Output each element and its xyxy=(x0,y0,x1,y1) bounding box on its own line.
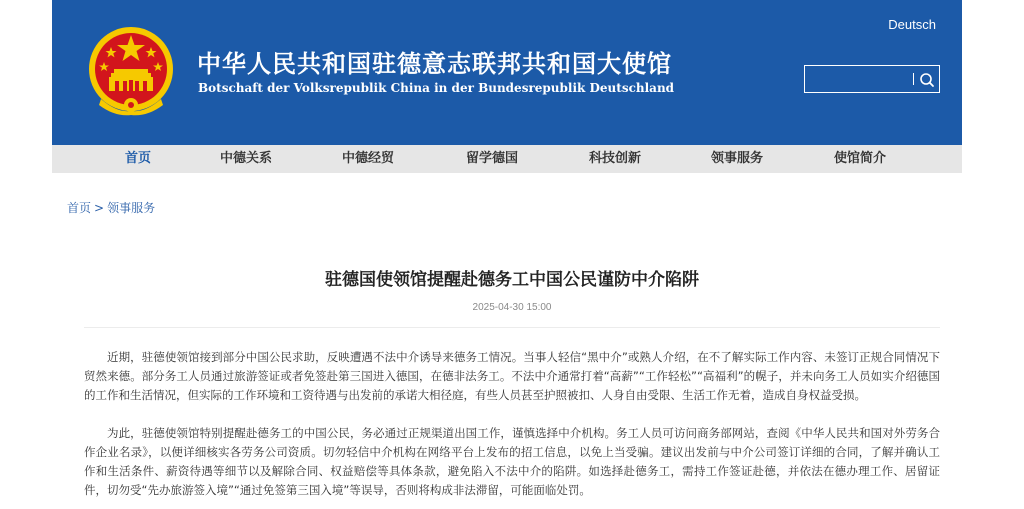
main-nav xyxy=(52,145,962,173)
article-paragraph: 近期，驻德使领馆接到部分中国公民求助，反映遭遇不法中介诱导来德务工情况。当事人轻信“黑中介”或熟人介绍，在不了解实际工作内容、未签订正规合同情况下贸然来德。部分务工人员通过旅游签证或者免签赴第三国进入德国，在德非法务工。不法中介通常打着“高薪”“工作轻松”“高福利”的幌子，并未向务工人员如实介绍德国的工作和生活情况，但实际的工作环境和工资待遇与出发前的承诺大相径庭，有些人员甚至护照被扣、人身自由受限、生活工作无着，造成自身权益受损。 xyxy=(84,350,940,402)
nav-item-home[interactable]: 首页 xyxy=(125,151,152,166)
breadcrumb-separator: > xyxy=(94,201,105,215)
site-title-cn: 中华人民共和国驻德意志联邦共和国大使馆 xyxy=(197,50,672,78)
nav-item-science-innovation[interactable]: 科技创新 xyxy=(589,151,642,166)
site-title-de: Botschaft der Volksrepublik China in der Bundesrepublik Deutschland xyxy=(198,81,675,95)
nav-item-embassy-intro[interactable]: 使馆简介 xyxy=(834,151,887,166)
nav-item-sino-german-relations[interactable]: 中德关系 xyxy=(220,151,273,166)
title-divider xyxy=(84,327,940,328)
search-icon[interactable] xyxy=(918,71,936,89)
breadcrumb-current-link[interactable]: 领事服务 xyxy=(107,201,156,215)
search-divider xyxy=(913,73,914,85)
article-paragraph: 为此，驻德使领馆特别提醒赴德务工的中国公民，务必通过正规渠道出国工作，谨慎选择中介机构。务工人员可访问商务部网站，查阅《中华人民共和国对外劳务合作企业名录》，以便详细核实各劳务公司资质。切勿轻信中介机构在网络平台上发布的招工信息，以免上当受骗。建议出发前与中介公司签订详细的合同，了解并确认工作和生活条件、薪资待遇等细节以及解除合同、权益赔偿等具体条款，避免陷入不法中介的陷阱。如选择赴德务工，需持工作签证赴德，并依法在德办理工作、居留证件，切勿受“先办旅游签入境”“通过免签第三国入境”等误导，否则将构成非法滞留，可能面临处罚。 xyxy=(84,426,940,497)
breadcrumb xyxy=(67,199,155,216)
search-input[interactable] xyxy=(805,66,913,92)
nav-item-economy-trade[interactable]: 中德经贸 xyxy=(342,151,395,166)
site-header xyxy=(52,0,962,145)
breadcrumb-home-link[interactable]: 首页 xyxy=(67,201,92,215)
nav-item-study-in-germany[interactable]: 留学德国 xyxy=(466,151,519,166)
search-box xyxy=(804,65,940,93)
article-title: 驻德国使领馆提醒赴德务工中国公民谨防中介陷阱 xyxy=(325,270,699,290)
article-date: 2025-04-30 15:00 xyxy=(472,302,552,313)
national-emblem-icon[interactable] xyxy=(87,25,175,117)
language-switch-link[interactable]: Deutsch xyxy=(888,17,936,32)
nav-item-consular-services[interactable]: 领事服务 xyxy=(711,151,764,166)
